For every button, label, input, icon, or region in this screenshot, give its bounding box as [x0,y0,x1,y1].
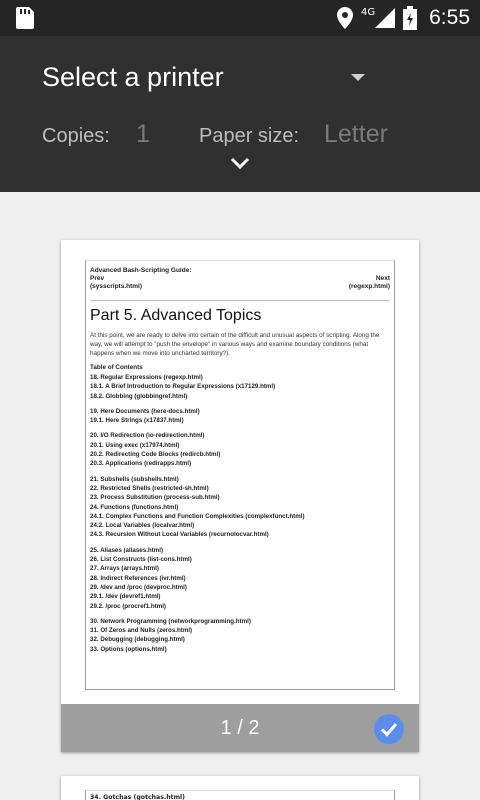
toc-line: 19.1. Here Strings (x17837.html) [90,417,184,425]
toc-line: 24.1. Complex Functions and Function Complexities (complexfunct.html) [90,512,305,520]
toc-line: 32. Debugging (debugging.html) [90,636,185,644]
toc-line: 22. Restricted Shells (restricted-sh.html) [90,484,209,492]
toc-line: 20. I/O Redirection (io-redirection.html) [90,432,205,440]
page-preview-1[interactable] [61,240,419,752]
toc-line: 20.3. Applications (redirapps.html) [90,460,192,468]
doc-navigation [90,267,390,297]
check-icon [374,714,404,744]
toc-line: 19. Here Documents (here-docs.html) [90,407,200,415]
page-counter: 1 / 2 [220,717,260,739]
location-icon [337,7,353,29]
toc-group [90,373,390,401]
status-time: 6:55 [429,6,470,29]
network-type-label: 4G [361,6,376,18]
toc-line: 21. Subshells (subshells.html) [90,475,179,483]
toc-line: 24.3. Recursion Without Local Variables (recurnolocvar.html) [90,531,269,539]
signal-icon [375,8,395,28]
doc-guide-title: Advanced Bash-Scripting Guide: [90,267,192,274]
page-preview-2[interactable] [61,776,419,800]
toc-group [90,546,390,611]
toc-line: 24.2. Local Variables (localvar.html) [90,522,195,530]
toc-line: 34. Gotchas (gotchas.html) [90,794,185,800]
printer-select-dropdown[interactable] [42,62,382,98]
toc-group [90,407,390,426]
copies-label: Copies: [42,125,110,147]
toc-line: 33. Options (options.html) [90,645,167,653]
copies-value[interactable]: 1 [136,120,150,148]
doc-prev-label: Prev [90,275,105,282]
toc-group [90,475,390,540]
print-preview-area[interactable] [0,192,480,800]
doc-divider [90,300,390,301]
toc-group [90,431,390,468]
toc-line: 24. Functions (functions.html) [90,503,179,511]
doc-intro: At this point, we are ready to delve into certain of the difficult and unusual aspects of scripting. Along the way, we will attempt to "push the envelope" in various ways and examine boundary conditions (what happens when we move into uncharted territory?). [90,332,380,357]
toc-line: 18.2. Globbing (globbingref.html) [90,392,188,400]
status-bar [0,0,480,36]
doc-prev-file: (sysscripts.html) [90,283,143,290]
toc-line: 20.1. Using exec (x17974.html) [90,441,180,449]
toc-group [90,617,390,654]
page-content [85,790,395,800]
toc-line: 29.2. /proc (procref1.html) [90,602,166,610]
toc-line: 25. Aliases (aliases.html) [90,546,164,554]
doc-title: Part 5. Advanced Topics [90,307,262,324]
toc-line: 27. Arrays (arrays.html) [90,565,159,573]
toc-title: Table of Contents [90,364,143,371]
page-footer [61,704,419,752]
toc-line: 29. /dev and /proc (devproc.html) [90,583,187,591]
toc-line: 26. List Constructs (list-cons.html) [90,556,192,564]
toc-line: 30. Network Programming (networkprogramming.html) [90,617,251,625]
doc-next-file: (regexp.html) [348,283,390,290]
print-options-header [0,36,480,192]
toc-line: 28. Indirect References (ivr.html) [90,574,186,582]
sd-card-icon [16,7,34,29]
paper-size-label: Paper size: [199,125,300,147]
toc-line: 18. Regular Expressions (regexp.html) [90,374,203,381]
toc-line: 29.1. /dev (devref1.html) [90,593,161,601]
paper-size-value[interactable]: Letter [324,120,388,148]
chevron-down-icon[interactable] [229,156,251,170]
toc-line: 31. Of Zeros and Nulls (zeros.html) [90,627,193,635]
page-select-checkbox[interactable] [374,714,404,744]
battery-icon [403,6,417,30]
doc-next-label: Next [375,275,390,282]
dropdown-arrow-icon[interactable] [351,74,365,81]
page-content [85,260,395,690]
printer-select-label: Select a printer [42,62,224,92]
toc-line: 23. Process Substitution (process-sub.html) [90,494,220,502]
toc-line: 18.1. A Brief Introduction to Regular Expressions (x17129.html) [90,383,276,391]
toc-line: 20.2. Redirecting Code Blocks (redircb.html) [90,451,221,459]
